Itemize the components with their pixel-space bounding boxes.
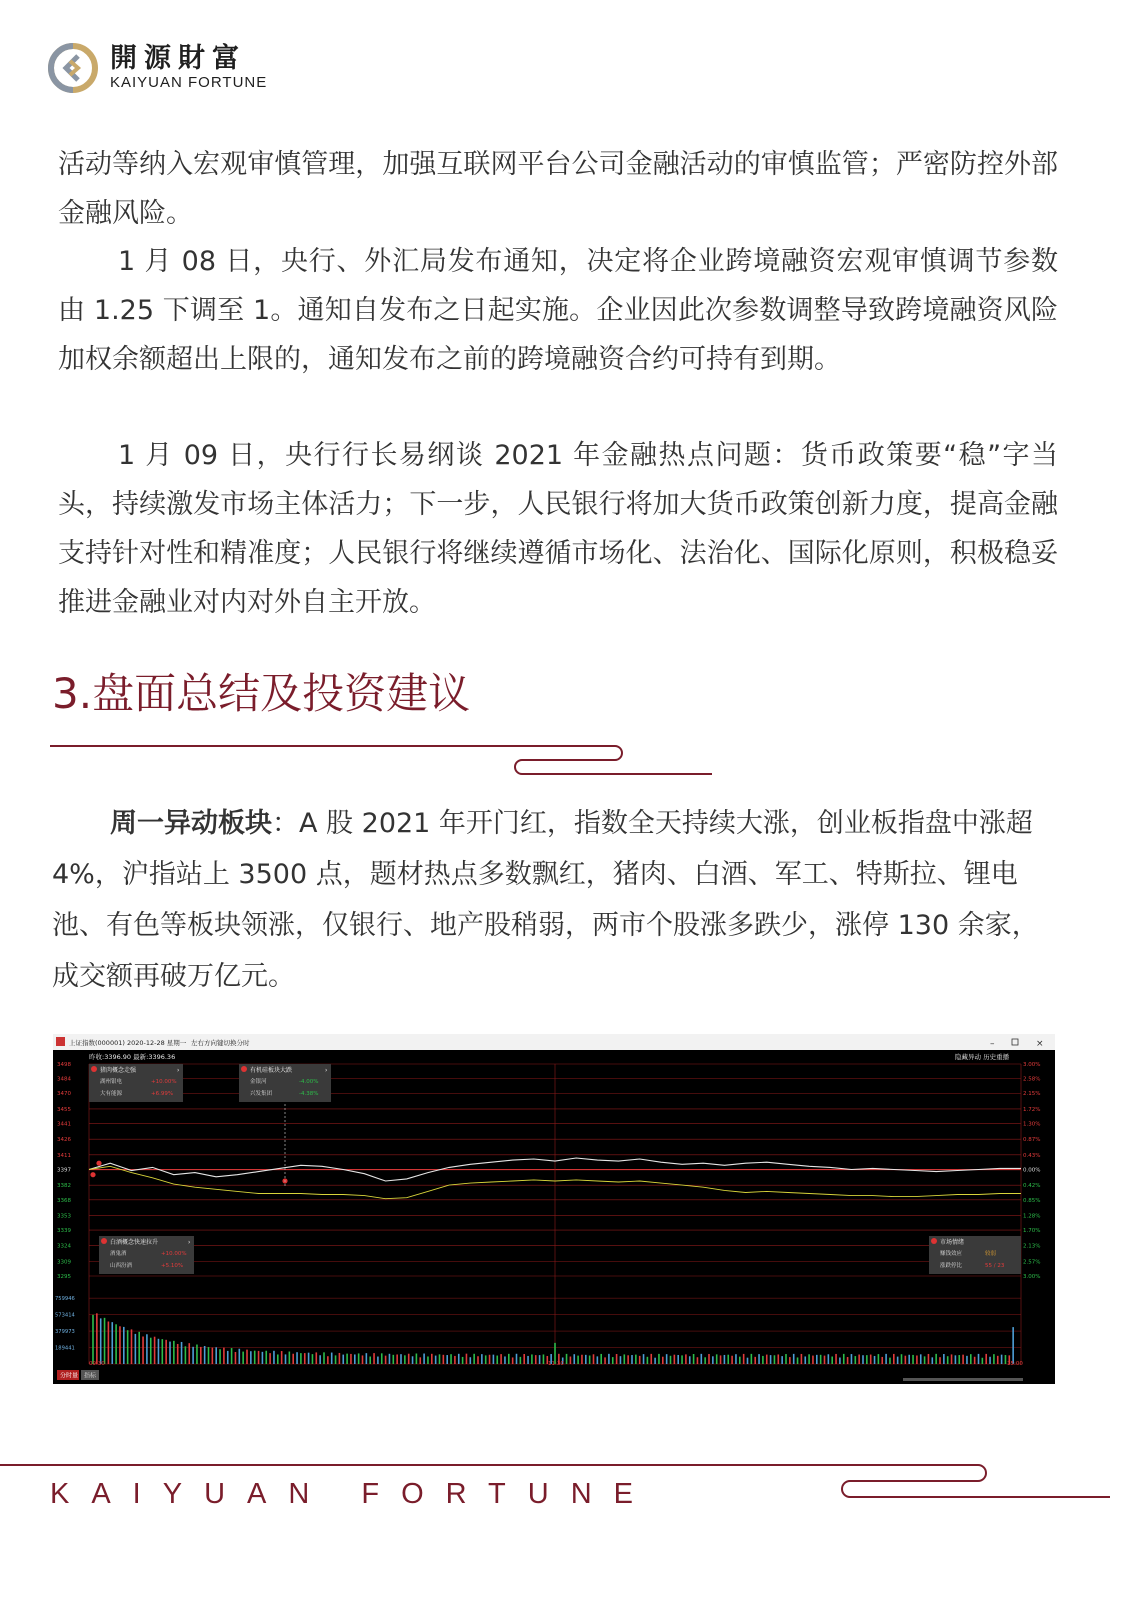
chevron-right-icon[interactable]: › <box>177 1067 180 1074</box>
callout-stock: 兴发集团 <box>250 1091 273 1097</box>
volume-axis <box>55 1296 76 1351</box>
y-tick-label: 3426 <box>57 1137 71 1144</box>
y-tick-label-pct: 3.00% <box>1023 1062 1041 1068</box>
y-tick-label: 3382 <box>57 1183 71 1190</box>
callout-value: 较弱 <box>985 1251 997 1257</box>
y-tick-label-pct: 1.70% <box>1023 1228 1041 1235</box>
callout-stock: 酒鬼酒 <box>110 1251 127 1257</box>
kaiyuan-logo-icon <box>48 43 98 93</box>
footer-brand: KAIYUAN FORTUNE <box>50 1478 656 1510</box>
callout-box <box>89 1064 183 1102</box>
y-tick-label: 3339 <box>57 1228 71 1235</box>
callout-change: -4.38% <box>299 1091 319 1097</box>
x-tick-label: 15:00 <box>1007 1361 1023 1367</box>
callout-stock: 山西汾酒 <box>110 1263 133 1269</box>
y-tick-label: 3470 <box>57 1091 71 1098</box>
callout-label: 赚钱效应 <box>940 1251 963 1257</box>
market-summary-body: ：A 股 2021 年开门红，指数全天持续大涨，创业板指盘中涨超 4%，沪指站上 3500 点，题材热点多数飘红，猪肉、白酒、军工、特斯拉、锂电池、有色等板块领涨，仅银行、地产股稍弱，两市个股涨多跌少，涨停 130 余家，成交额再破万亿元。 <box>52 808 1039 992</box>
y-axis-left <box>57 1062 71 1280</box>
y-tick-label-pct: 2.13% <box>1023 1243 1041 1250</box>
callout-change: +10.00% <box>151 1079 177 1085</box>
callout-title: 猪肉概念走强 <box>100 1067 137 1074</box>
y-tick-label: 3397 <box>57 1167 71 1174</box>
tab-volume-label: 分时量 <box>60 1372 79 1380</box>
event-marker <box>90 1172 95 1177</box>
paragraph-market-summary <box>52 798 1052 1002</box>
callout-change: +10.00% <box>161 1251 187 1257</box>
callout-change: -4.00% <box>299 1079 319 1085</box>
y-tick-label-pct: 2.57% <box>1023 1259 1041 1266</box>
y-tick-label: 3411 <box>57 1152 71 1159</box>
x-tick-label: 11:30 <box>548 1361 564 1367</box>
y-tick-label: 3295 <box>57 1274 71 1280</box>
app-icon <box>56 1037 65 1046</box>
prev-close-label: 昨收:3396.90 最新:3396.36 <box>89 1053 176 1061</box>
callout-box <box>239 1064 331 1102</box>
intraday-chart-window <box>53 1034 1055 1384</box>
tab-indicator-label: 指标 <box>84 1372 97 1380</box>
y-tick-label: 3484 <box>57 1076 71 1083</box>
volume-tick-label: 573414 <box>55 1312 75 1319</box>
intraday-chart <box>53 1034 1055 1384</box>
volume-tick-label: 759946 <box>55 1296 75 1303</box>
callout-box <box>929 1236 1021 1274</box>
close-icon[interactable]: × <box>1036 1039 1044 1049</box>
logo-chinese-name: 開源財富 <box>110 43 246 74</box>
y-axis-right <box>1023 1062 1040 1280</box>
volume-tick-label: 189441 <box>55 1345 75 1352</box>
callout-stock: 金银河 <box>250 1079 267 1085</box>
y-tick-label-pct: 2.15% <box>1023 1091 1041 1098</box>
y-tick-label: 3324 <box>57 1243 71 1250</box>
y-tick-label-pct: 0.00% <box>1023 1167 1041 1174</box>
lead-bold-label: 周一异动板块 <box>110 808 272 839</box>
y-tick-label-pct: 2.58% <box>1023 1076 1041 1083</box>
paragraph-macro-prudential: 活动等纳入宏观审慎管理，加强互联网平台公司金融活动的审慎监管；严密防控外部金融风险。 <box>58 149 1058 229</box>
y-tick-label: 3368 <box>57 1197 71 1204</box>
horizontal-scrollbar[interactable] <box>903 1378 1023 1381</box>
chevron-right-icon[interactable]: › <box>188 1239 191 1246</box>
minimize-icon[interactable]: – <box>990 1039 995 1049</box>
event-marker <box>96 1161 101 1166</box>
callout-stock: 大有能源 <box>100 1091 123 1097</box>
callout-stock: 湖州银电 <box>100 1079 123 1085</box>
paragraph-cross-border-financing: 1 月 08 日，央行、外汇局发布通知，决定将企业跨境融资宏观审慎调节参数由 1.25 下调至 1。通知自发布之日起实施。企业因此次参数调整导致跨境融资风险加权余额超出上限的，通知发布之前的跨境融资合约可持有到期。 <box>58 246 1058 375</box>
callout-title: 有机硅板块大跌 <box>250 1067 293 1074</box>
y-tick-label: 3441 <box>57 1121 71 1128</box>
chart-tools[interactable]: 隐藏异动 历史重播 <box>955 1053 1010 1061</box>
callout-change: +5.10% <box>161 1263 184 1269</box>
y-tick-label-pct: 0.43% <box>1023 1152 1041 1159</box>
paragraph-pboc-governor: 1 月 09 日，央行行长易纲谈 2021 年金融热点问题：货币政策要“稳”字当头，持续激发市场主体活力；下一步，人民银行将加大货币政策创新力度，提高金融支持针对性和精准度；人民银行将继续遵循市场化、法治化、国际化原则，积极稳妥推进金融业对内对外自主开放。 <box>58 440 1058 618</box>
section-heading: 3.盘面总结及投资建议 <box>52 669 471 718</box>
y-tick-label-pct: 1.30% <box>1023 1121 1041 1128</box>
y-tick-label: 3498 <box>57 1062 71 1068</box>
y-tick-label: 3353 <box>57 1213 71 1220</box>
window-hint: 左右方向键切换分时 <box>191 1039 250 1047</box>
y-tick-label-pct: 0.42% <box>1023 1183 1041 1190</box>
company-logo <box>48 40 267 96</box>
volume-tick-label: 379973 <box>55 1329 75 1336</box>
callout-value: 55 / 23 <box>985 1263 1005 1269</box>
y-tick-label-pct: 3.00% <box>1023 1274 1041 1280</box>
y-tick-label-pct: 0.85% <box>1023 1197 1041 1204</box>
logo-english-name: KAIYUAN FORTUNE <box>110 74 268 91</box>
volume-bars <box>93 1313 1013 1364</box>
y-tick-label-pct: 1.72% <box>1023 1106 1041 1113</box>
callout-box <box>99 1236 194 1274</box>
y-tick-label: 3309 <box>57 1259 71 1266</box>
callout-title: 白酒概念快速拉升 <box>110 1239 159 1246</box>
heading-divider <box>50 736 730 784</box>
y-tick-label-pct: 0.87% <box>1023 1137 1041 1144</box>
window-title: 上证指数(000001) 2020-12-28 星期一 <box>69 1039 187 1047</box>
callout-title: 市场情绪 <box>940 1239 965 1246</box>
callout-label: 涨跌停比 <box>940 1263 963 1269</box>
chart-grid <box>89 1064 1021 1364</box>
chevron-right-icon[interactable]: › <box>325 1067 328 1074</box>
callout-change: +6.99% <box>151 1091 174 1097</box>
y-tick-label-pct: 1.28% <box>1023 1213 1041 1220</box>
y-tick-label: 3455 <box>57 1106 71 1113</box>
x-tick-label: 09:30 <box>89 1361 105 1367</box>
